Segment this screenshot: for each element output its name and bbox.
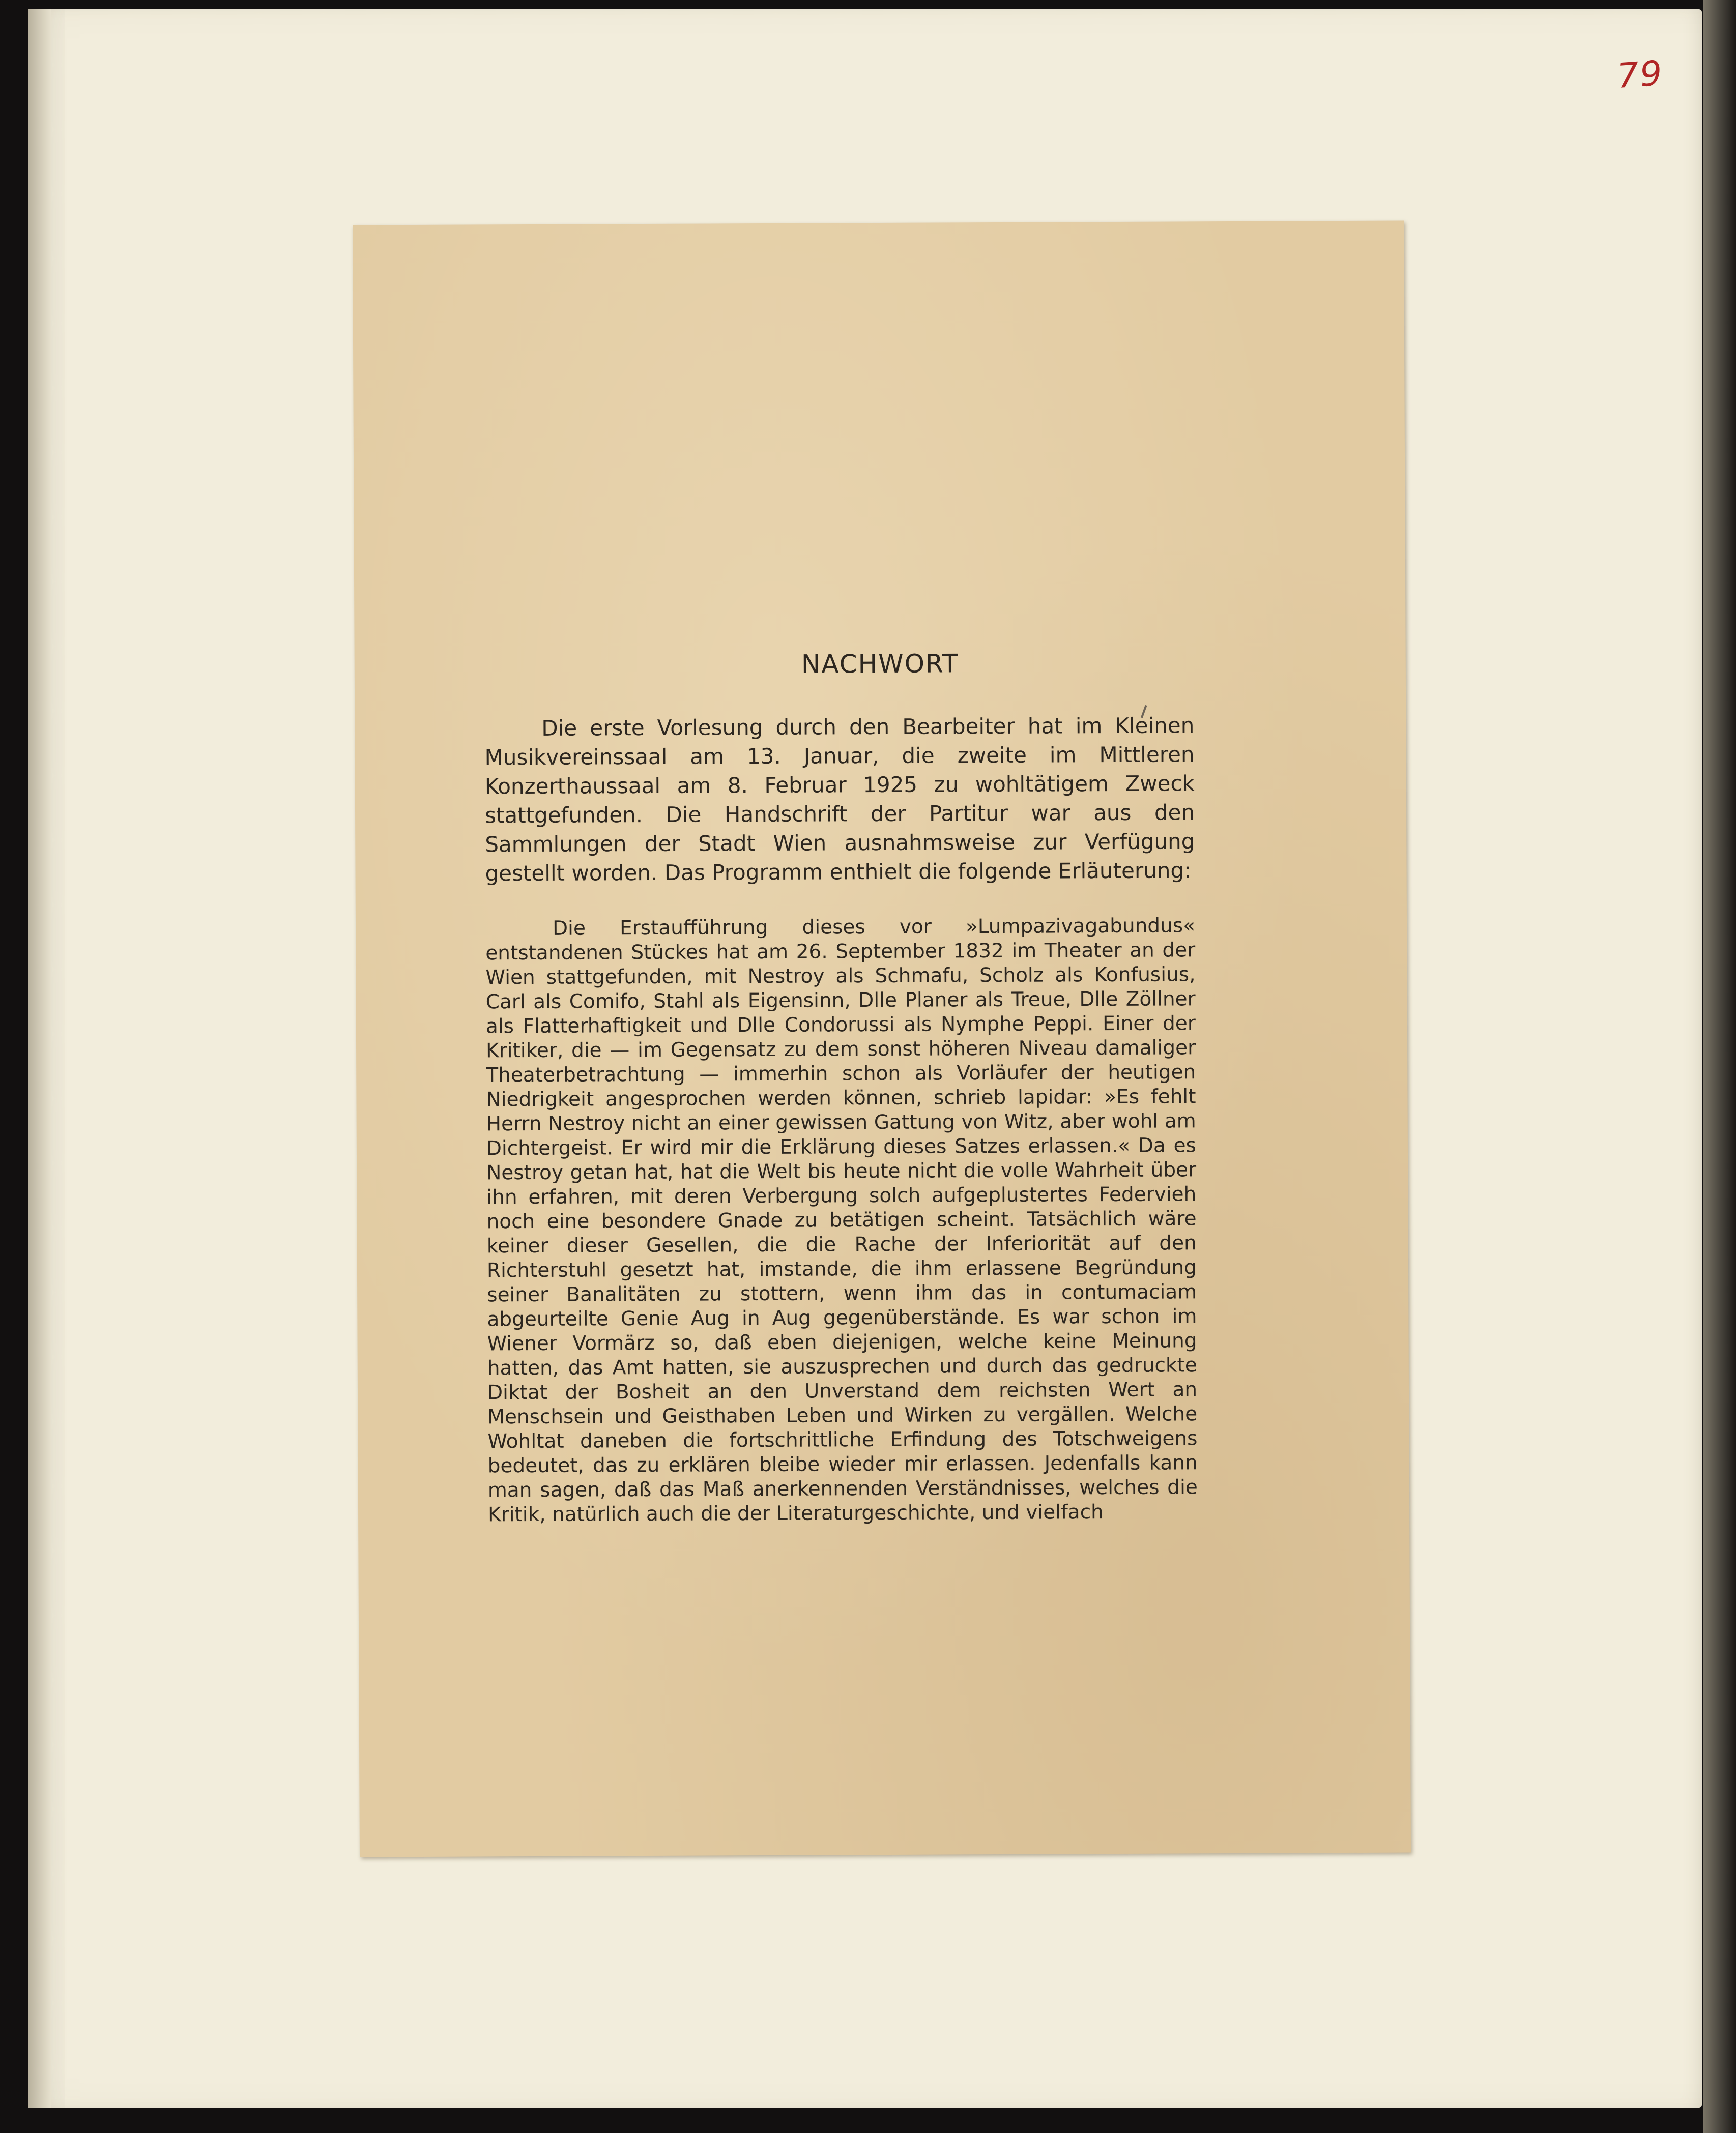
page-gutter-shadow bbox=[28, 9, 51, 2108]
intro-paragraph: Die erste Vorlesung durch den Bearbeiter hat im Kleinen Musikvereinssaal am 13. Januar, die zweite im Mittleren Konzerthaussaal am 8. Februar 1925 zu wohltätigem Zweck stattgefunden. Die Handschrift der Partitur war aus den Sammlungen der Stadt Wien ausnahmsweise zur Verfügung gestellt worden. Das Programm enthielt die folgende Erläuterung: bbox=[484, 713, 1195, 886]
leaflet-heading: NACHWORT bbox=[801, 649, 959, 679]
printed-leaflet bbox=[353, 221, 1411, 1857]
program-note-paragraph: Die Erstaufführung dieses vor »Lumpazivagabundus« entstandenen Stückes hat am 26. September 1832 im Theater an der Wien stattgefunden, mit Nestroy als Schmafu, Scholz als Konfusius, Carl als Comifo, Stahl als Eigensinn, Dlle Planer als Treue, Dlle Zöllner als Flatterhaftigkeit und Dlle Condorussi als Nymphe Peppi. Einer der Kritiker, die — im Gegensatz zu dem sonst höheren Niveau damaliger Theaterbetrachtung — immerhin schon als Vorläufer der heutigen Niedrigkeit angesprochen werden können, schrieb lapidar: »Es fehlt Herrn Nestroy nicht an einer gewissen Gattung von Witz, aber wohl am Dichtergeist. Er wird mir die Erklärung dieses Satzes erlassen.« Da es Nestroy getan hat, hat die Welt bis heute nicht die volle Wahrheit über ihn erfahren, mit deren Verbergung solch aufgeplustertes Federvieh noch eine besondere Gnade zu betätigen scheint. Tatsächlich wäre keiner dieser Gesellen, die die Rache der Inferiorität auf den Richterstuhl gesetzt hat, imstande, die ihm erlassene Begründung seiner Banalitäten zu stottern, wenn ihm das in contumaciam abgeurteilte Genie Aug in Aug gegenüberstände. Es war schon im Wiener Vormärz so, daß eben diejenigen, welche keine Meinung hatten, das Amt hatten, sie auszusprechen und durch das gedruckte Diktat der Bosheit an den Unverstand dem reichsten Wert an Menschsein und Geisthaben Leben und Wirken zu vergällen. Welche Wohltat daneben die fortschrittliche Erfindung des Totschweigens bedeutet, das zu erklären bleibe wieder mir erlassen. Jedenfalls kann man sagen, daß das Maß anerkennenden Verständnisses, welches die Kritik, natürlich auch die der Literaturgeschichte, und vielfach bbox=[485, 914, 1198, 1527]
book-spine-edge bbox=[1703, 0, 1736, 2133]
handwritten-page-number: 79 bbox=[1615, 53, 1665, 97]
